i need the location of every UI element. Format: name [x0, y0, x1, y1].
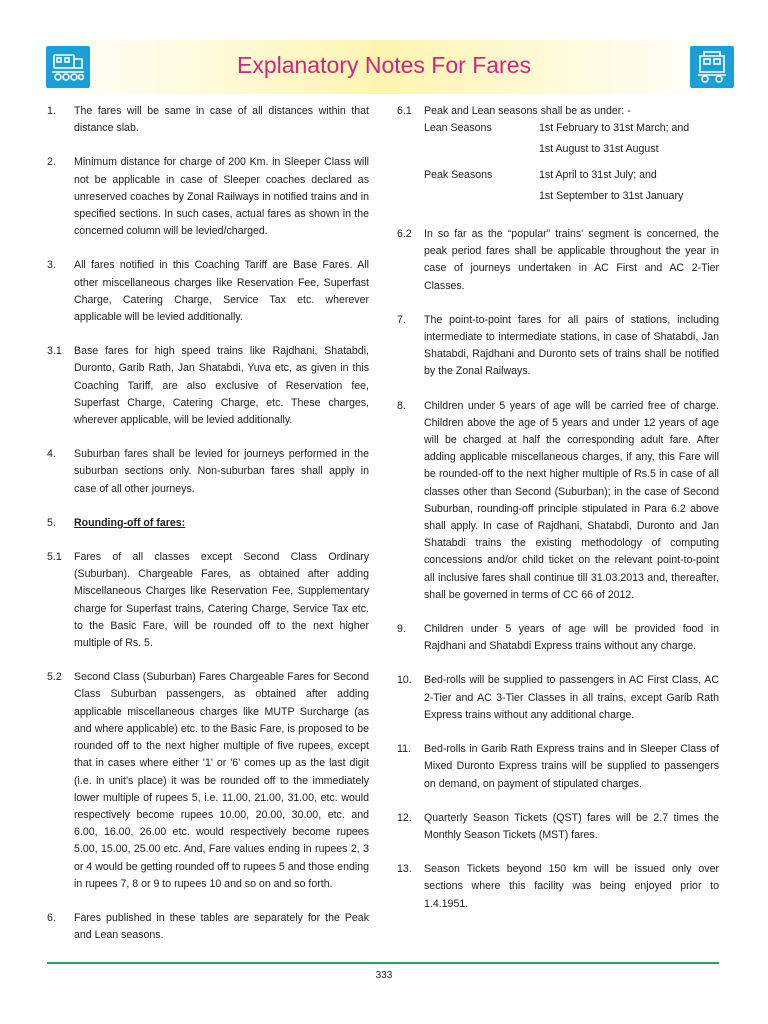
note-5-heading: 5. Rounding-off of fares: — [47, 515, 369, 532]
note-10: 10. Bed-rolls will be supplied to passengers in AC First Class, AC 2-Tier and AC 3-Tier Classes in all trains, except Garib Rath Express trains without any additional charge. — [397, 674, 719, 721]
note-6-1: 6.1 Peak and Lean seasons shall be as under: - — [397, 105, 631, 117]
note-1: 1. The fares will be same in case of all distances within that distance slab. — [47, 105, 369, 135]
right-column — [397, 103, 719, 930]
left-column — [47, 103, 369, 961]
note-5-2: 5.2 Second Class (Suburban) Fares Chargeable Fares for Second Class Suburban passengers, as obtained after adding applicable miscellaneous charges like MUTP Surcharge (as and where applicable) etc. to the Basic Fare, is proposed to be rounded off to the next higher multiple of five rupees, except that in cases where either '1' or '6' comes up as the last digit (i.e. in unit's place) it was be rounded off to the immediately lower multiple of rupees 5, i.e. 11.00, 21.00, 31.00, etc. would respectively become rupees 10.00, 20.00, 30.00, etc. and 6.00, 16.00, 26.00 etc. would respectively become rupees 5.00, 15.00, 25.00 etc. And, Fare values ending in rupees 2, 3 or 4 would be getting rounded off to rupees 5 and those ending in rupees 7, 8 or 9 to rupees 10 and so on and so forth. — [47, 671, 369, 890]
note-3-1: 3.1 Base fares for high speed trains like Rajdhani, Shatabdi, Duronto, Garib Rath, Jan Shatabdi, Yuva etc, as given in this Coaching Tariff, are also exclusive of Reservation fee, Superfast Charge, Catering Charge, etc. These charges, wherever applicable, will be levied additionally. — [47, 345, 369, 427]
note-13: 13. Season Tickets beyond 150 km will be issued only over sections where this facility was being enjoyed prior to 1.4.1951. — [397, 863, 719, 910]
note-8: 8. Children under 5 years of age will be carried free of charge. Children above the age of 5 years and under 12 years of age will be charged at half the corresponding adult fare. After adding applicable miscellaneous charges, if any, this Fare will be rounded-off to the next higher multiple of Rs.5 in case of all classes other than Second (Suburban); in the case of Second Suburban, rounding-off principle stipulated in Para 6.2 above shall apply. In case of Rajdhani, Shatabdi, Duronto and Jan Shatabdi trains the existing methodology of computing concessions and/or child ticket on the relevant point-to-point all inclusive fares shall continue till 31.03.2013 and, thereafter, shall be governed in terms of CC 66 of 2012. — [397, 399, 719, 601]
season-date-range: 1st February to 31st March; and — [539, 122, 690, 135]
footer-divider — [47, 962, 719, 964]
season-date-range: 1st August to 31st August — [539, 143, 659, 156]
note-12: 12. Quarterly Season Tickets (QST) fares will be 2.7 times the Monthly Season Tickets (MST) fares. — [397, 811, 719, 841]
season-date-range: 1st April to 31st July; and — [539, 168, 657, 181]
note-3: 3. All fares notified in this Coaching Tariff are Base Fares. All other miscellaneous charges like Reservation Fee, Superfast Charge, Catering Charge, Service Tax etc. wherever applicable will be levied additionally. — [47, 259, 369, 324]
peak-season-row: Peak Seasons 1st April to 31st July; and 1st September to 31st January — [424, 167, 719, 209]
note-4: 4. Suburban fares shall be levied for journeys performed in the suburban sections only. Non-suburban fares shall apply in case of all other journeys. — [47, 448, 369, 495]
season-date-range: 1st September to 31st January — [539, 189, 684, 202]
page-header — [34, 40, 734, 94]
locomotive-icon — [690, 46, 734, 88]
note-5-1: 5.1 Fares of all classes except Second Class Ordinary (Suburban). Chargeable Fares, as obtained after adding Miscellaneous Charges like Reservation Fee, Supplementary charge for Superfast trains, Catering Charge, Service Tax etc. to the Basic Fare, will be rounded off to the next higher multiple of Rs. 5. — [47, 551, 369, 650]
section-heading: Rounding-off of fares: — [74, 516, 186, 529]
note-2: 2. Minimum distance for charge of 200 Km. in Sleeper Class will not be applicable in case of Sleeper coaches declared as unreserved coaches by Zonal Railways in notified trains and in specified sections. In such cases, actual fares as shown in the concerned column will be levied/charged. — [47, 156, 369, 238]
lean-season-row: Lean Seasons 1st February to 31st March; and 1st August to 31st August — [424, 120, 719, 162]
note-7: 7. The point-to-point fares for all pairs of stations, including intermediate to intermediate stations, in case of Shatabdi, Jan Shatabdi, Rajdhani and Duronto sets of trains shall be notified by the Zonal Railways. — [397, 313, 719, 378]
note-6-2: 6.2 In so far as the “popular” trains' segment is concerned, the peak period fares shall be applicable throughout the year in case of journeys undertaken in AC First and AC 2-Tier Classes. — [397, 228, 719, 292]
page-title: Explanatory Notes For Fares — [236, 52, 531, 78]
note-11: 11. Bed-rolls in Garib Rath Express trains and in Sleeper Class of Mixed Duronto Express trains will be supplied to passengers on demand, on payment of stipulated charges. — [397, 743, 719, 790]
note-9: 9. Children under 5 years of age will be provided food in Rajdhani and Shatabdi Express trains without any charge. — [397, 623, 719, 653]
page-number: 333 — [375, 970, 393, 981]
note-6: 6. Fares published in these tables are separately for the Peak and Lean seasons. — [47, 911, 369, 942]
season-table — [424, 120, 719, 209]
